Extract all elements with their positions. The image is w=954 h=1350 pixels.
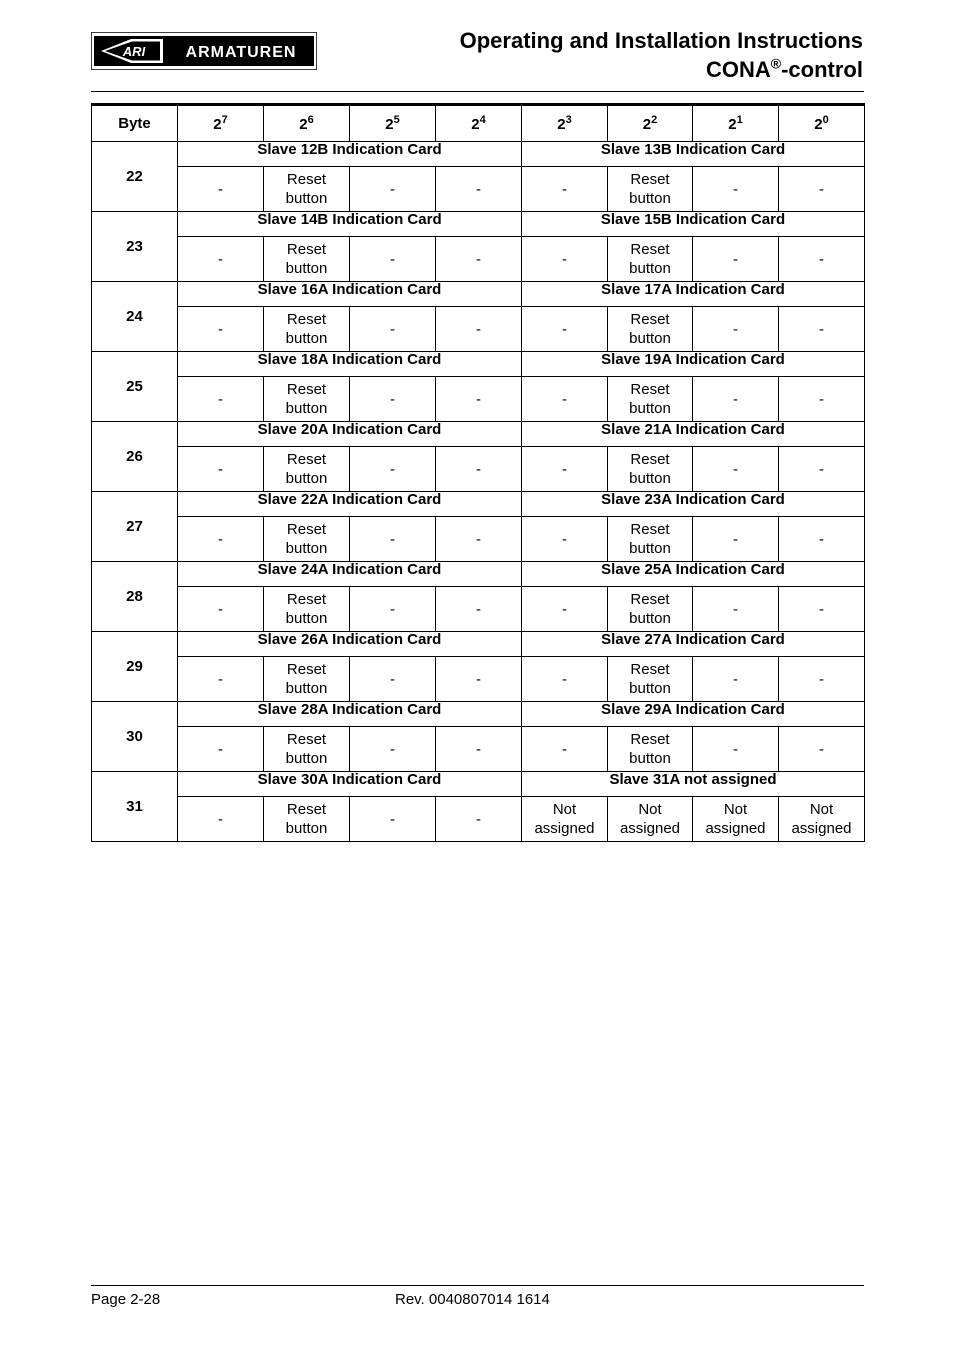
column-header-byte: Byte (92, 105, 178, 142)
bit-value: - (476, 670, 481, 688)
bit-value: - (218, 390, 223, 408)
bit-value: - (562, 250, 567, 268)
slave-title-right: Slave 27A Indication Card (522, 632, 865, 657)
bit-value: - (218, 600, 223, 618)
title-suffix: -control (781, 57, 863, 82)
slave-title-left: Slave 18A Indication Card (178, 352, 522, 377)
bit-cell (350, 167, 436, 212)
title-line-2 (460, 55, 863, 84)
bit-value: - (476, 740, 481, 758)
bit-value: - (733, 320, 738, 338)
bit-cell (264, 307, 350, 352)
bit-exponent: 1 (736, 114, 743, 126)
bit-value: - (562, 740, 567, 758)
bit-cell (779, 797, 865, 842)
bit-value: - (476, 320, 481, 338)
bit-cell (178, 657, 264, 702)
table-row-bits (92, 797, 865, 842)
bit-cell (522, 797, 608, 842)
bit-cell (693, 237, 779, 282)
bit-cell (522, 307, 608, 352)
bit-exponent: 4 (479, 114, 486, 126)
bit-base: 2 (213, 116, 222, 133)
bit-cell (350, 727, 436, 772)
bit-value: - (218, 810, 223, 828)
bit-cell (264, 517, 350, 562)
bit-value: Reset button (285, 801, 328, 837)
bit-value: Not assigned (534, 801, 595, 837)
bit-cell (350, 237, 436, 282)
bit-cell (608, 517, 693, 562)
title-product: CONA (706, 57, 771, 82)
bit-cell (178, 447, 264, 492)
bit-value: Reset button (629, 311, 671, 347)
bit-cell (608, 237, 693, 282)
bit-value: Not assigned (705, 801, 766, 837)
bit-value: Not assigned (619, 801, 681, 837)
slave-title-right: Slave 21A Indication Card (522, 422, 865, 447)
bit-cell (779, 727, 865, 772)
ari-armaturen-logo (91, 32, 317, 70)
bit-cell (522, 377, 608, 422)
column-header-bit-7 (178, 105, 264, 142)
bit-cell (779, 517, 865, 562)
bit-value: - (733, 250, 738, 268)
byte-number-cell: 25 (92, 352, 178, 422)
bit-exponent: 5 (393, 114, 400, 126)
revision-number: Rev. 0040807014 1614 (395, 1291, 550, 1308)
bit-base: 2 (385, 116, 394, 133)
bit-value: - (218, 530, 223, 548)
bit-cell (608, 587, 693, 632)
bit-cell (178, 517, 264, 562)
column-header-bit-1 (693, 105, 779, 142)
bit-cell (264, 657, 350, 702)
bit-cell (436, 377, 522, 422)
bit-value: Reset button (285, 171, 328, 207)
bit-cell (436, 167, 522, 212)
bit-cell (264, 167, 350, 212)
bit-cell (436, 307, 522, 352)
bit-cell (608, 307, 693, 352)
bit-value: - (390, 180, 395, 198)
byte-number-cell: 29 (92, 632, 178, 702)
bit-cell (436, 447, 522, 492)
bit-cell (178, 377, 264, 422)
bit-cell (522, 657, 608, 702)
bit-cell (178, 307, 264, 352)
bit-cell (779, 237, 865, 282)
slave-title-left: Slave 16A Indication Card (178, 282, 522, 307)
bit-cell (693, 307, 779, 352)
table-row-bits (92, 167, 865, 212)
bit-cell (264, 587, 350, 632)
bit-value: - (562, 670, 567, 688)
bit-value: - (476, 250, 481, 268)
bit-value: Reset button (285, 451, 328, 487)
bit-value: - (562, 320, 567, 338)
table-row-slave-titles (92, 352, 865, 377)
page-number: Page 2-28 (91, 1291, 161, 1308)
table-row-bits (92, 517, 865, 562)
bit-value: Reset button (629, 451, 671, 487)
slave-title-left: Slave 28A Indication Card (178, 702, 522, 727)
table-row-slave-titles (92, 562, 865, 587)
bit-value: Reset button (629, 731, 671, 767)
table-row-bits (92, 307, 865, 352)
bit-value: - (819, 250, 824, 268)
bit-cell (779, 167, 865, 212)
bit-value: Reset button (285, 241, 328, 277)
slave-title-right: Slave 29A Indication Card (522, 702, 865, 727)
byte-number-cell: 30 (92, 702, 178, 772)
table-row-bits (92, 727, 865, 772)
bit-value: - (819, 600, 824, 618)
table-row-bits (92, 657, 865, 702)
bit-cell (522, 587, 608, 632)
bit-cell (693, 377, 779, 422)
bit-value: Reset button (629, 591, 671, 627)
slave-title-right: Slave 19A Indication Card (522, 352, 865, 377)
bit-value: - (218, 460, 223, 478)
bit-cell (779, 587, 865, 632)
bit-value: - (733, 180, 738, 198)
bit-value: Reset button (285, 731, 328, 767)
bit-value: Not assigned (791, 801, 852, 837)
svg-text:ARMATUREN: ARMATUREN (185, 44, 297, 61)
bit-cell (608, 447, 693, 492)
bit-cell (608, 797, 693, 842)
bit-value: - (819, 320, 824, 338)
byte-bit-table (91, 103, 865, 842)
byte-number-cell: 31 (92, 772, 178, 842)
bit-value: Reset button (285, 381, 328, 417)
bit-cell (436, 237, 522, 282)
bit-cell (178, 587, 264, 632)
bit-cell (693, 797, 779, 842)
bit-value: - (476, 530, 481, 548)
bit-cell (608, 377, 693, 422)
bit-cell (436, 657, 522, 702)
bit-cell (693, 447, 779, 492)
document-title (460, 26, 863, 84)
footer-divider (91, 1285, 864, 1286)
bit-exponent: 7 (221, 114, 228, 126)
bit-value: - (476, 460, 481, 478)
bit-value: - (819, 460, 824, 478)
bit-cell (436, 587, 522, 632)
bit-cell (693, 587, 779, 632)
byte-number-cell: 28 (92, 562, 178, 632)
bit-value: - (733, 600, 738, 618)
bit-value: Reset button (629, 521, 671, 557)
table-row-bits (92, 587, 865, 632)
byte-number-cell: 24 (92, 282, 178, 352)
bit-exponent: 0 (822, 114, 829, 126)
slave-title-left: Slave 26A Indication Card (178, 632, 522, 657)
bit-value: - (390, 320, 395, 338)
bit-value: - (733, 460, 738, 478)
bit-cell (350, 447, 436, 492)
table-row-slave-titles (92, 282, 865, 307)
bit-value: Reset button (629, 381, 671, 417)
table-row-bits (92, 237, 865, 282)
bit-base: 2 (299, 116, 308, 133)
column-header-bit-2 (608, 105, 693, 142)
bit-value: - (390, 740, 395, 758)
bit-value: - (390, 460, 395, 478)
column-header-bit-4 (436, 105, 522, 142)
slave-title-left: Slave 22A Indication Card (178, 492, 522, 517)
byte-number-cell: 26 (92, 422, 178, 492)
slave-title-left: Slave 20A Indication Card (178, 422, 522, 447)
slave-title-right: Slave 31A not assigned (522, 772, 865, 797)
bit-value: - (562, 180, 567, 198)
bit-value: - (218, 670, 223, 688)
header-divider (91, 91, 864, 92)
bit-value: - (733, 390, 738, 408)
table-header-row (92, 105, 865, 142)
table-row-slave-titles (92, 492, 865, 517)
slave-title-left: Slave 30A Indication Card (178, 772, 522, 797)
bit-base: 2 (471, 116, 480, 133)
bit-cell (350, 657, 436, 702)
bit-cell (178, 797, 264, 842)
bit-cell (178, 237, 264, 282)
bit-value: - (476, 810, 481, 828)
bit-value: - (476, 180, 481, 198)
bit-cell (350, 377, 436, 422)
bit-value: - (819, 180, 824, 198)
bit-value: Reset button (285, 311, 328, 347)
bit-cell (779, 657, 865, 702)
bit-cell (608, 167, 693, 212)
bit-cell (350, 307, 436, 352)
bit-exponent: 2 (651, 114, 658, 126)
bit-value: Reset button (629, 171, 671, 207)
bit-cell (522, 237, 608, 282)
bit-value: - (476, 600, 481, 618)
bit-cell (436, 727, 522, 772)
byte-number-cell: 27 (92, 492, 178, 562)
table-body (92, 142, 865, 842)
slave-title-left: Slave 24A Indication Card (178, 562, 522, 587)
table-row-slave-titles (92, 632, 865, 657)
bit-cell (779, 447, 865, 492)
table-row-slave-titles (92, 702, 865, 727)
table-row-slave-titles (92, 142, 865, 167)
bit-cell (264, 237, 350, 282)
bit-value: - (218, 180, 223, 198)
bit-base: 2 (814, 116, 823, 133)
bit-value: - (218, 320, 223, 338)
column-header-bit-5 (350, 105, 436, 142)
bit-value: - (218, 250, 223, 268)
bit-value: - (562, 390, 567, 408)
slave-title-right: Slave 25A Indication Card (522, 562, 865, 587)
table-row-bits (92, 377, 865, 422)
bit-value: - (562, 600, 567, 618)
bit-value: - (819, 390, 824, 408)
bit-value: - (390, 600, 395, 618)
bit-cell (436, 797, 522, 842)
bit-cell (350, 587, 436, 632)
bit-value: - (733, 740, 738, 758)
column-header-bit-3 (522, 105, 608, 142)
slave-title-right: Slave 13B Indication Card (522, 142, 865, 167)
bit-cell (436, 517, 522, 562)
slave-title-left: Slave 14B Indication Card (178, 212, 522, 237)
table-row-slave-titles (92, 422, 865, 447)
bit-value: Reset button (285, 521, 328, 557)
bit-value: - (390, 250, 395, 268)
table-row-slave-titles (92, 212, 865, 237)
bit-value: Reset button (285, 591, 328, 627)
bit-cell (350, 797, 436, 842)
bit-value: - (476, 390, 481, 408)
bit-cell (264, 447, 350, 492)
bit-cell (693, 657, 779, 702)
byte-number-cell: 22 (92, 142, 178, 212)
slave-title-right: Slave 23A Indication Card (522, 492, 865, 517)
slave-title-left: Slave 12B Indication Card (178, 142, 522, 167)
bit-cell (522, 167, 608, 212)
bit-cell (693, 517, 779, 562)
bit-value: - (819, 530, 824, 548)
bit-base: 2 (557, 116, 566, 133)
bit-value: - (819, 670, 824, 688)
title-line-1: Operating and Installation Instructions (459, 28, 863, 53)
bit-value: - (562, 460, 567, 478)
bit-cell (178, 167, 264, 212)
bit-cell (522, 517, 608, 562)
bit-cell (693, 727, 779, 772)
bit-cell (779, 307, 865, 352)
bit-value: Reset button (629, 661, 671, 697)
byte-number-cell: 23 (92, 212, 178, 282)
column-header-bit-0 (779, 105, 865, 142)
bit-value: - (390, 670, 395, 688)
bit-cell (779, 377, 865, 422)
bit-cell (608, 727, 693, 772)
table-row-bits (92, 447, 865, 492)
bit-value: - (390, 810, 395, 828)
bit-cell (264, 727, 350, 772)
bit-cell (608, 657, 693, 702)
bit-base: 2 (642, 116, 652, 133)
bit-cell (522, 727, 608, 772)
registered-mark: ® (770, 55, 782, 72)
slave-title-right: Slave 15B Indication Card (522, 212, 865, 237)
bit-value: - (819, 740, 824, 758)
bit-cell (178, 727, 264, 772)
bit-exponent: 3 (565, 114, 572, 126)
bit-value: Reset button (629, 241, 671, 277)
column-header-bit-6 (264, 105, 350, 142)
bit-cell (693, 167, 779, 212)
bit-value: - (390, 390, 395, 408)
bit-value: - (733, 670, 738, 688)
bit-cell (522, 447, 608, 492)
bit-base: 2 (728, 116, 737, 133)
svg-text:ARI: ARI (122, 44, 146, 59)
bit-value: - (562, 530, 567, 548)
bit-value: - (733, 530, 738, 548)
slave-title-right: Slave 17A Indication Card (522, 282, 865, 307)
bit-exponent: 6 (307, 114, 314, 126)
bit-value: - (218, 740, 223, 758)
bit-cell (264, 377, 350, 422)
bit-value: - (390, 530, 395, 548)
bit-value: Reset button (285, 661, 328, 697)
table-row-slave-titles (92, 772, 865, 797)
bit-cell (264, 797, 350, 842)
bit-cell (350, 517, 436, 562)
